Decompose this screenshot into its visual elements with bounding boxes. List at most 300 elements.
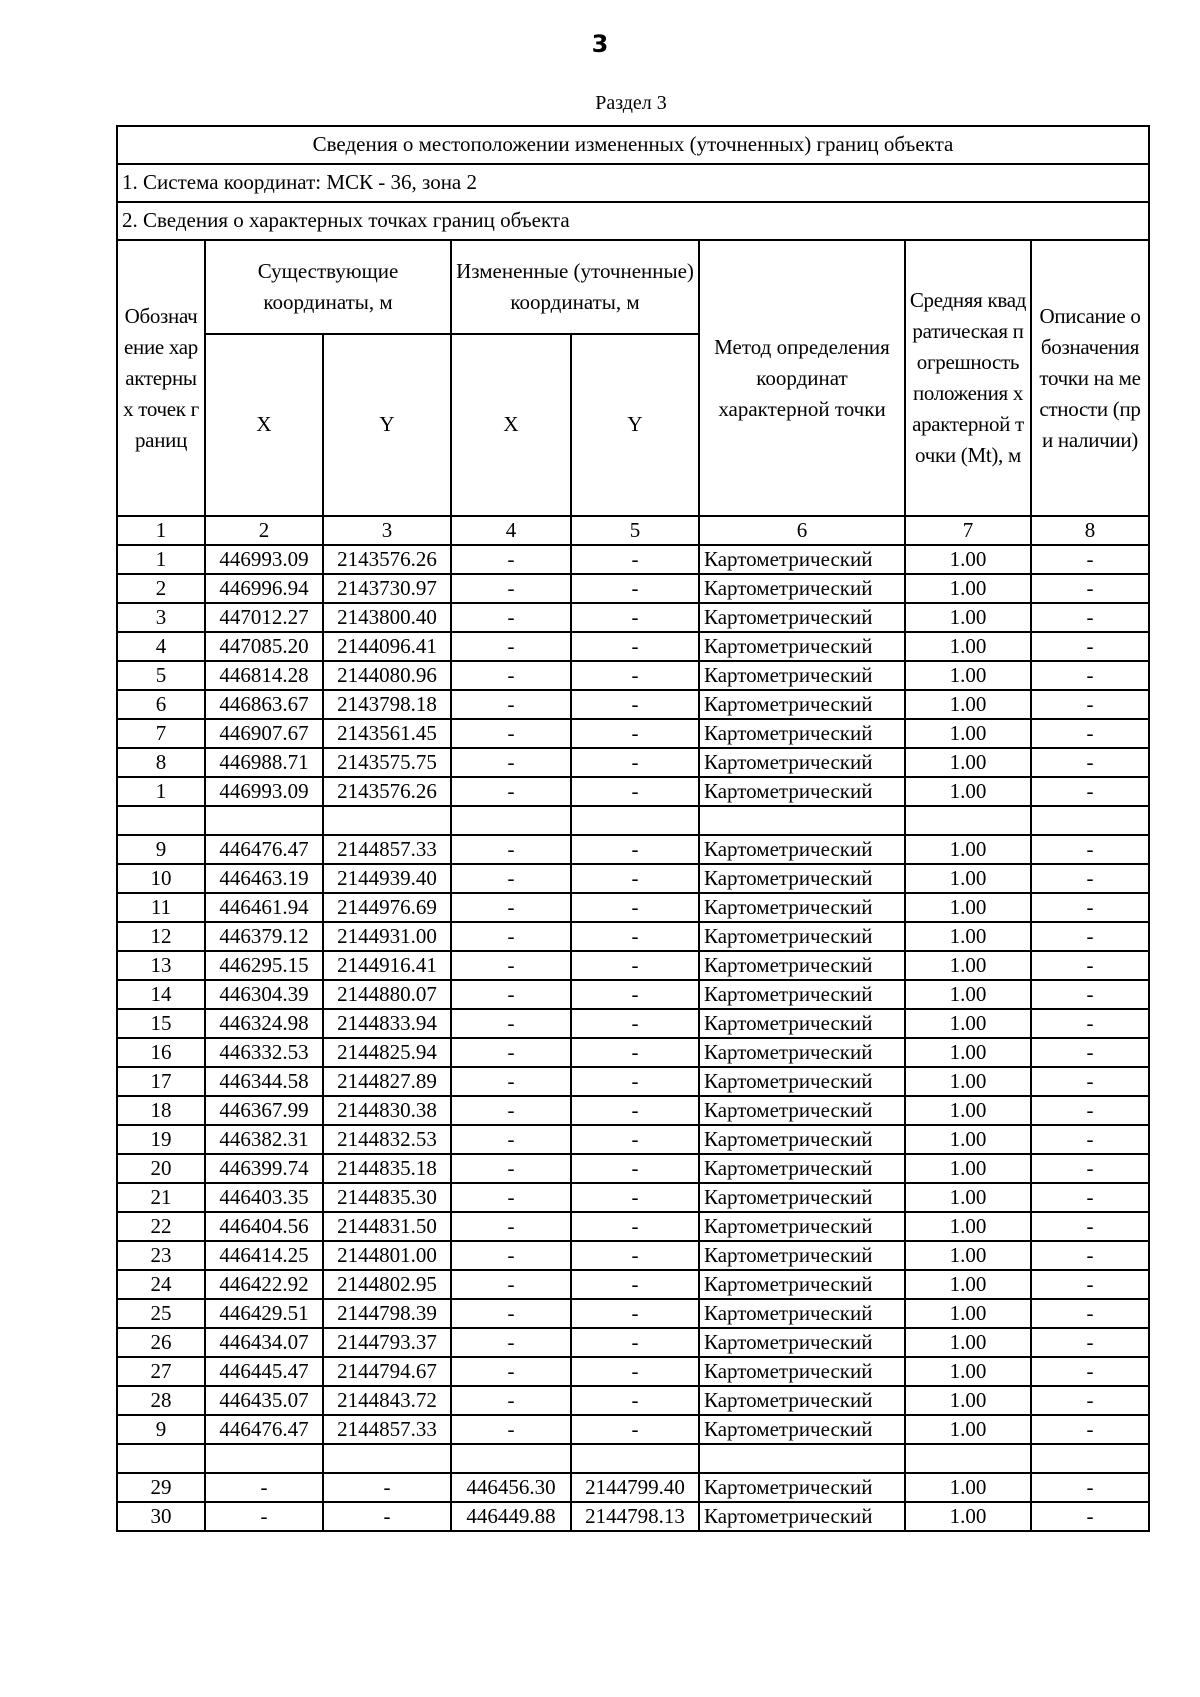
cell-method: Картометрический	[699, 1328, 905, 1357]
table-row	[117, 1415, 1149, 1444]
cell-changed-x: -	[451, 864, 571, 893]
cell-existing-y: 2144801.00	[323, 1241, 451, 1270]
cell-changed-x	[451, 1444, 571, 1473]
table-row	[117, 1183, 1149, 1212]
cell-point: 2	[117, 574, 205, 603]
cell-changed-y: -	[571, 1096, 699, 1125]
table-row	[117, 980, 1149, 1009]
cell-existing-x: 446445.47	[205, 1357, 323, 1386]
column-number: 3	[323, 516, 451, 545]
table-row	[117, 951, 1149, 980]
cell-existing-x: 446382.31	[205, 1125, 323, 1154]
cell-changed-y: -	[571, 1299, 699, 1328]
cell-point: 25	[117, 1299, 205, 1328]
cell-existing-y: 2144798.39	[323, 1299, 451, 1328]
cell-description: -	[1031, 1183, 1149, 1212]
cell-changed-x: -	[451, 545, 571, 574]
cell-existing-x: -	[205, 1502, 323, 1531]
table-row	[117, 1212, 1149, 1241]
cell-existing-y: 2143576.26	[323, 545, 451, 574]
table-row	[117, 1299, 1149, 1328]
cell-existing-x: 447085.20	[205, 632, 323, 661]
cell-existing-x: 446463.19	[205, 864, 323, 893]
header-existing-y: Y	[323, 334, 451, 516]
cell-mean-error: 1.00	[905, 1357, 1031, 1386]
cell-existing-y: 2144939.40	[323, 864, 451, 893]
cell-changed-x: -	[451, 690, 571, 719]
cell-point: 6	[117, 690, 205, 719]
table-row	[117, 574, 1149, 603]
cell-existing-y: -	[323, 1502, 451, 1531]
cell-existing-y: 2144857.33	[323, 835, 451, 864]
cell-point: 13	[117, 951, 205, 980]
cell-changed-y: -	[571, 661, 699, 690]
cell-mean-error: 1.00	[905, 1473, 1031, 1502]
cell-method: Картометрический	[699, 632, 905, 661]
cell-point: 17	[117, 1067, 205, 1096]
cell-existing-y: 2144793.37	[323, 1328, 451, 1357]
cell-changed-y: -	[571, 980, 699, 1009]
cell-existing-x: 446332.53	[205, 1038, 323, 1067]
cell-point: 7	[117, 719, 205, 748]
cell-description: -	[1031, 951, 1149, 980]
cell-changed-y: -	[571, 893, 699, 922]
cell-existing-x: 446461.94	[205, 893, 323, 922]
header-description: Описание обозначения точки на местности (при наличии)	[1031, 240, 1149, 516]
cell-existing-y: 2143800.40	[323, 603, 451, 632]
table-row	[117, 1502, 1149, 1531]
cell-changed-x: -	[451, 1299, 571, 1328]
cell-description: -	[1031, 1502, 1149, 1531]
cell-existing-x: 446993.09	[205, 545, 323, 574]
cell-description	[1031, 806, 1149, 835]
cell-existing-y: 2144832.53	[323, 1125, 451, 1154]
cell-method: Картометрический	[699, 893, 905, 922]
cell-changed-x: -	[451, 1415, 571, 1444]
cell-changed-x: 446449.88	[451, 1502, 571, 1531]
cell-changed-y: -	[571, 1415, 699, 1444]
cell-changed-y: -	[571, 951, 699, 980]
cell-point: 9	[117, 1415, 205, 1444]
cell-changed-x: -	[451, 632, 571, 661]
cell-existing-y: 2144802.95	[323, 1270, 451, 1299]
cell-changed-x: -	[451, 1357, 571, 1386]
cell-point: 14	[117, 980, 205, 1009]
cell-mean-error: 1.00	[905, 893, 1031, 922]
cell-existing-y: 2144825.94	[323, 1038, 451, 1067]
points-heading: 2. Сведения о характерных точках границ объекта	[117, 202, 1149, 240]
cell-description: -	[1031, 1415, 1149, 1444]
cell-mean-error: 1.00	[905, 574, 1031, 603]
cell-changed-y: -	[571, 1357, 699, 1386]
cell-existing-y: 2144827.89	[323, 1067, 451, 1096]
section-label: Раздел 3	[595, 92, 667, 114]
table-row	[117, 748, 1149, 777]
cell-description: -	[1031, 1096, 1149, 1125]
cell-existing-y	[323, 1444, 451, 1473]
cell-description: -	[1031, 574, 1149, 603]
cell-changed-x: -	[451, 1212, 571, 1241]
cell-method: Картометрический	[699, 1038, 905, 1067]
cell-existing-x: 446403.35	[205, 1183, 323, 1212]
cell-changed-x: -	[451, 980, 571, 1009]
cell-existing-y: 2144857.33	[323, 1415, 451, 1444]
cell-point: 11	[117, 893, 205, 922]
cell-changed-x: -	[451, 1270, 571, 1299]
cell-point: 1	[117, 545, 205, 574]
cell-point: 5	[117, 661, 205, 690]
cell-changed-x: -	[451, 777, 571, 806]
cell-existing-x: 446414.25	[205, 1241, 323, 1270]
cell-existing-x: 446434.07	[205, 1328, 323, 1357]
cell-existing-x: 446476.47	[205, 1415, 323, 1444]
cell-changed-x: -	[451, 603, 571, 632]
cell-changed-y: -	[571, 574, 699, 603]
cell-mean-error: 1.00	[905, 1212, 1031, 1241]
cell-existing-x: 446399.74	[205, 1154, 323, 1183]
table-row	[117, 1096, 1149, 1125]
table-row	[117, 864, 1149, 893]
cell-point: 3	[117, 603, 205, 632]
table-row	[117, 545, 1149, 574]
cell-mean-error	[905, 1444, 1031, 1473]
header-method: Метод определения координат характерной точки	[699, 240, 905, 516]
cell-existing-y: 2144830.38	[323, 1096, 451, 1125]
table-row	[117, 1125, 1149, 1154]
header-existing-coords: Существующие координаты, м	[205, 240, 451, 334]
cell-method: Картометрический	[699, 1067, 905, 1096]
table-row	[117, 1473, 1149, 1502]
cell-changed-y: -	[571, 719, 699, 748]
cell-point: 22	[117, 1212, 205, 1241]
cell-method: Картометрический	[699, 1154, 905, 1183]
cell-description: -	[1031, 1386, 1149, 1415]
cell-changed-x: -	[451, 574, 571, 603]
cell-mean-error: 1.00	[905, 1328, 1031, 1357]
cell-existing-y: 2143561.45	[323, 719, 451, 748]
cell-method: Картометрический	[699, 980, 905, 1009]
cell-mean-error: 1.00	[905, 922, 1031, 951]
column-number: 7	[905, 516, 1031, 545]
cell-mean-error: 1.00	[905, 1502, 1031, 1531]
cell-method: Картометрический	[699, 1357, 905, 1386]
cell-mean-error: 1.00	[905, 951, 1031, 980]
table-row	[117, 719, 1149, 748]
cell-existing-y: 2144835.18	[323, 1154, 451, 1183]
cell-changed-x: -	[451, 1096, 571, 1125]
cell-changed-x: -	[451, 1009, 571, 1038]
cell-changed-x: -	[451, 1125, 571, 1154]
cell-method: Картометрический	[699, 951, 905, 980]
column-number: 1	[117, 516, 205, 545]
table-row	[117, 1009, 1149, 1038]
cell-description: -	[1031, 1009, 1149, 1038]
cell-changed-x: -	[451, 1067, 571, 1096]
cell-changed-x: -	[451, 835, 571, 864]
cell-description: -	[1031, 603, 1149, 632]
cell-method: Картометрический	[699, 864, 905, 893]
cell-existing-y	[323, 806, 451, 835]
cell-description: -	[1031, 690, 1149, 719]
column-number: 2	[205, 516, 323, 545]
cell-changed-y: -	[571, 1067, 699, 1096]
cell-point: 10	[117, 864, 205, 893]
cell-mean-error: 1.00	[905, 1299, 1031, 1328]
table-row	[117, 1241, 1149, 1270]
cell-changed-y: -	[571, 603, 699, 632]
cell-mean-error: 1.00	[905, 603, 1031, 632]
table-row	[117, 806, 1149, 835]
cell-mean-error: 1.00	[905, 1009, 1031, 1038]
table-row	[117, 922, 1149, 951]
cell-existing-y: 2144833.94	[323, 1009, 451, 1038]
cell-existing-x: 446476.47	[205, 835, 323, 864]
cell-existing-x: 446996.94	[205, 574, 323, 603]
cell-description: -	[1031, 777, 1149, 806]
cell-method	[699, 1444, 905, 1473]
cell-changed-y: -	[571, 690, 699, 719]
cell-existing-x: 447012.27	[205, 603, 323, 632]
cell-method: Картометрический	[699, 1270, 905, 1299]
cell-changed-x	[451, 806, 571, 835]
header-changed-y: Y	[571, 334, 699, 516]
cell-existing-y: 2144931.00	[323, 922, 451, 951]
cell-changed-y: -	[571, 1212, 699, 1241]
cell-changed-x: -	[451, 661, 571, 690]
table-row	[117, 632, 1149, 661]
cell-existing-x: 446907.67	[205, 719, 323, 748]
cell-existing-y: 2144843.72	[323, 1386, 451, 1415]
cell-mean-error: 1.00	[905, 1067, 1031, 1096]
cell-point: 19	[117, 1125, 205, 1154]
cell-mean-error: 1.00	[905, 1154, 1031, 1183]
cell-changed-y: -	[571, 1125, 699, 1154]
cell-existing-x: 446814.28	[205, 661, 323, 690]
cell-point: 15	[117, 1009, 205, 1038]
cell-description: -	[1031, 748, 1149, 777]
cell-description: -	[1031, 1154, 1149, 1183]
cell-description: -	[1031, 864, 1149, 893]
cell-changed-x: -	[451, 1183, 571, 1212]
cell-point: 23	[117, 1241, 205, 1270]
column-number: 8	[1031, 516, 1149, 545]
cell-method: Картометрический	[699, 835, 905, 864]
header-changed-x: X	[451, 334, 571, 516]
table-row	[117, 893, 1149, 922]
table-row	[117, 835, 1149, 864]
header-existing-x: X	[205, 334, 323, 516]
table-row	[117, 1270, 1149, 1299]
cell-method: Картометрический	[699, 1183, 905, 1212]
cell-description: -	[1031, 1299, 1149, 1328]
cell-method: Картометрический	[699, 1386, 905, 1415]
table-row	[117, 661, 1149, 690]
cell-point	[117, 1444, 205, 1473]
cell-existing-y: 2144794.67	[323, 1357, 451, 1386]
cell-mean-error: 1.00	[905, 632, 1031, 661]
cell-existing-y: 2144080.96	[323, 661, 451, 690]
cell-mean-error: 1.00	[905, 835, 1031, 864]
cell-method: Картометрический	[699, 1125, 905, 1154]
cell-changed-y: -	[571, 1183, 699, 1212]
cell-changed-y: -	[571, 1386, 699, 1415]
table-row	[117, 1386, 1149, 1415]
cell-method: Картометрический	[699, 719, 905, 748]
cell-changed-x: -	[451, 893, 571, 922]
cell-point: 26	[117, 1328, 205, 1357]
cell-point: 21	[117, 1183, 205, 1212]
cell-existing-y: 2144835.30	[323, 1183, 451, 1212]
cell-point	[117, 806, 205, 835]
cell-method	[699, 806, 905, 835]
cell-mean-error: 1.00	[905, 777, 1031, 806]
cell-description: -	[1031, 893, 1149, 922]
cell-point: 16	[117, 1038, 205, 1067]
cell-existing-x: 446429.51	[205, 1299, 323, 1328]
cell-mean-error: 1.00	[905, 690, 1031, 719]
cell-point: 4	[117, 632, 205, 661]
cell-existing-x: 446422.92	[205, 1270, 323, 1299]
cell-method: Картометрический	[699, 545, 905, 574]
cell-changed-x: -	[451, 719, 571, 748]
cell-description: -	[1031, 661, 1149, 690]
cell-existing-y: 2143798.18	[323, 690, 451, 719]
cell-point: 28	[117, 1386, 205, 1415]
cell-changed-y: -	[571, 1154, 699, 1183]
cell-method: Картометрический	[699, 1502, 905, 1531]
cell-changed-x: -	[451, 1328, 571, 1357]
cell-description	[1031, 1444, 1149, 1473]
column-number: 5	[571, 516, 699, 545]
cell-changed-y: -	[571, 835, 699, 864]
cell-existing-x: 446304.39	[205, 980, 323, 1009]
cell-method: Картометрический	[699, 661, 905, 690]
cell-method: Картометрический	[699, 1299, 905, 1328]
cell-changed-y: -	[571, 777, 699, 806]
cell-mean-error: 1.00	[905, 719, 1031, 748]
table-row	[117, 603, 1149, 632]
cell-method: Картометрический	[699, 1009, 905, 1038]
table-row	[117, 1154, 1149, 1183]
cell-description: -	[1031, 1067, 1149, 1096]
cell-changed-y: -	[571, 1328, 699, 1357]
cell-mean-error: 1.00	[905, 1241, 1031, 1270]
cell-point: 27	[117, 1357, 205, 1386]
column-number: 4	[451, 516, 571, 545]
cell-changed-y	[571, 806, 699, 835]
cell-method: Картометрический	[699, 1241, 905, 1270]
cell-description: -	[1031, 719, 1149, 748]
cell-existing-x: 446344.58	[205, 1067, 323, 1096]
table-row	[117, 1357, 1149, 1386]
cell-point: 12	[117, 922, 205, 951]
cell-existing-y: 2144096.41	[323, 632, 451, 661]
cell-description: -	[1031, 922, 1149, 951]
cell-description: -	[1031, 1473, 1149, 1502]
cell-method: Картометрический	[699, 1096, 905, 1125]
cell-existing-x: 446993.09	[205, 777, 323, 806]
cell-existing-x: 446295.15	[205, 951, 323, 980]
cell-existing-x: 446324.98	[205, 1009, 323, 1038]
cell-existing-y: -	[323, 1473, 451, 1502]
cell-changed-x: -	[451, 951, 571, 980]
cell-existing-x	[205, 806, 323, 835]
cell-description: -	[1031, 835, 1149, 864]
cell-point: 30	[117, 1502, 205, 1531]
cell-mean-error: 1.00	[905, 1125, 1031, 1154]
cell-method: Картометрический	[699, 1415, 905, 1444]
cell-changed-x: -	[451, 1386, 571, 1415]
cell-mean-error: 1.00	[905, 1270, 1031, 1299]
cell-changed-y: 2144799.40	[571, 1473, 699, 1502]
cell-mean-error: 1.00	[905, 1038, 1031, 1067]
header-mean-error: Средняя квадратическая погрешность положения характерной точки (Mt), м	[905, 240, 1031, 516]
header-changed-coords: Измененные (уточненные) координаты, м	[451, 240, 699, 334]
cell-changed-y: -	[571, 1038, 699, 1067]
cell-existing-x	[205, 1444, 323, 1473]
cell-mean-error: 1.00	[905, 980, 1031, 1009]
cell-existing-y: 2144880.07	[323, 980, 451, 1009]
cell-description: -	[1031, 1270, 1149, 1299]
table-row	[117, 1328, 1149, 1357]
cell-point: 9	[117, 835, 205, 864]
cell-description: -	[1031, 1038, 1149, 1067]
cell-changed-x: -	[451, 922, 571, 951]
cell-changed-y	[571, 1444, 699, 1473]
cell-mean-error: 1.00	[905, 748, 1031, 777]
header-point-designation: Обозначение характерных точек границ	[117, 240, 205, 516]
cell-description: -	[1031, 632, 1149, 661]
cell-description: -	[1031, 1125, 1149, 1154]
boundary-coordinates-table	[116, 125, 1150, 1532]
cell-changed-y: -	[571, 1241, 699, 1270]
table-row	[117, 1444, 1149, 1473]
table-row	[117, 1067, 1149, 1096]
cell-description: -	[1031, 1357, 1149, 1386]
cell-changed-y: -	[571, 922, 699, 951]
cell-point: 8	[117, 748, 205, 777]
cell-existing-x: 446863.67	[205, 690, 323, 719]
cell-changed-y: 2144798.13	[571, 1502, 699, 1531]
cell-existing-y: 2143575.75	[323, 748, 451, 777]
cell-existing-y: 2144976.69	[323, 893, 451, 922]
cell-changed-y: -	[571, 545, 699, 574]
cell-description: -	[1031, 980, 1149, 1009]
cell-mean-error: 1.00	[905, 864, 1031, 893]
cell-mean-error: 1.00	[905, 545, 1031, 574]
cell-method: Картометрический	[699, 690, 905, 719]
cell-point: 18	[117, 1096, 205, 1125]
cell-changed-y: -	[571, 1270, 699, 1299]
table-row	[117, 690, 1149, 719]
cell-existing-x: 446379.12	[205, 922, 323, 951]
table-title: Сведения о местоположении измененных (уточненных) границ объекта	[117, 126, 1149, 164]
cell-existing-x: 446367.99	[205, 1096, 323, 1125]
cell-changed-x: -	[451, 748, 571, 777]
cell-mean-error: 1.00	[905, 661, 1031, 690]
table-row	[117, 1038, 1149, 1067]
cell-method: Картометрический	[699, 603, 905, 632]
cell-existing-y: 2144916.41	[323, 951, 451, 980]
cell-point: 20	[117, 1154, 205, 1183]
cell-existing-y: 2143576.26	[323, 777, 451, 806]
table-row	[117, 777, 1149, 806]
cell-point: 24	[117, 1270, 205, 1299]
cell-description: -	[1031, 545, 1149, 574]
cell-changed-y: -	[571, 1009, 699, 1038]
cell-existing-x: 446988.71	[205, 748, 323, 777]
cell-description: -	[1031, 1212, 1149, 1241]
